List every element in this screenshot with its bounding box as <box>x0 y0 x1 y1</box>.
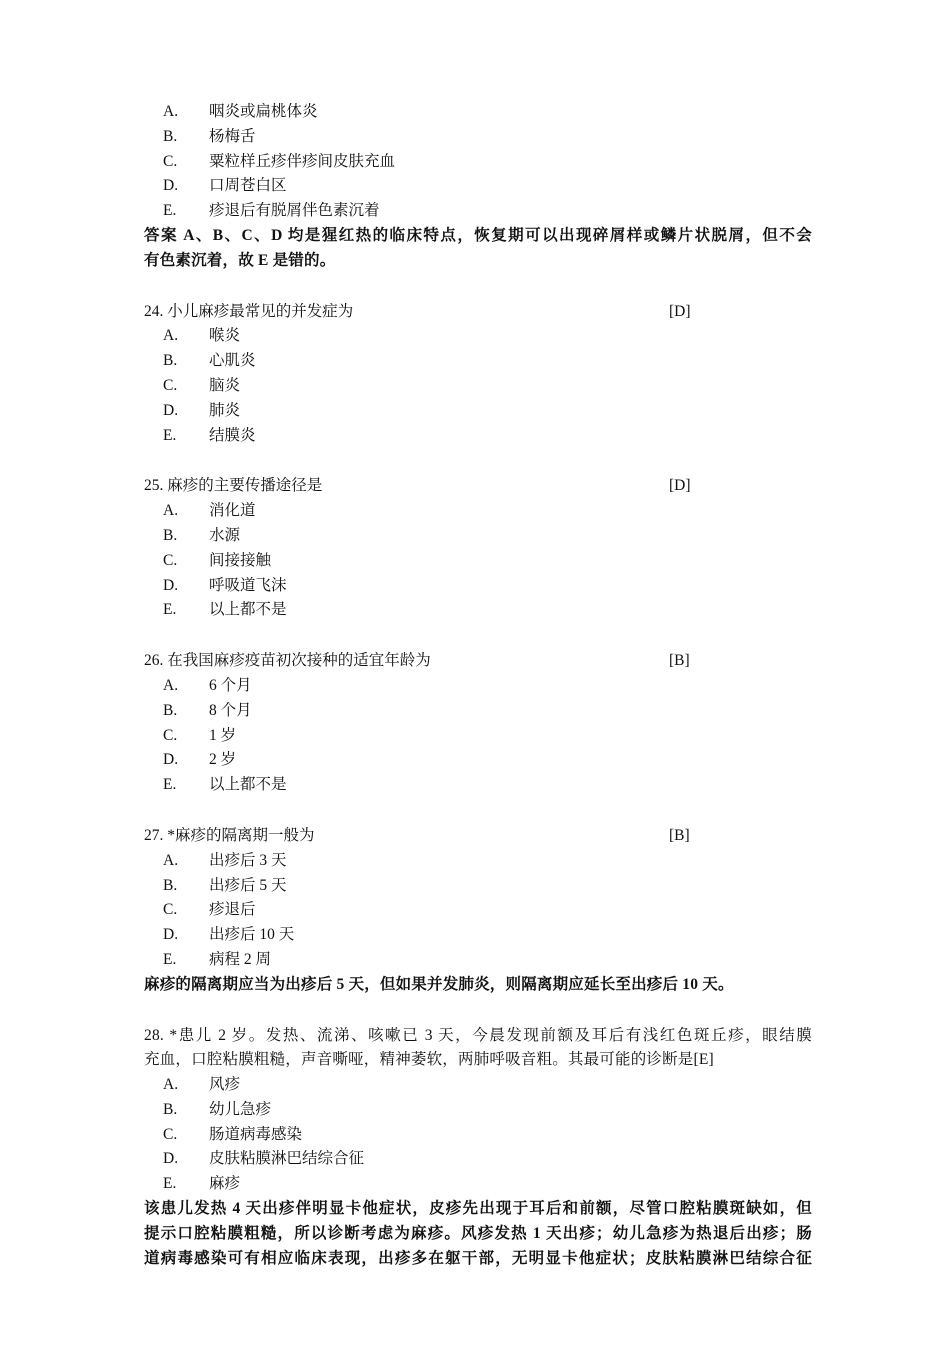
option-b <box>144 874 812 899</box>
explanation-line: 道病毒感染可有相应临床表现，出疹多在躯干部，无明显卡他症状；皮肤粘膜淋巴结综合征 <box>144 1249 812 1267</box>
option-text: 以上都不是 <box>209 601 287 619</box>
option-text: 肺炎 <box>209 401 241 419</box>
document-page <box>144 100 812 1271</box>
option-text: 8 个月 <box>209 701 252 719</box>
option-letter: C. <box>163 1125 178 1143</box>
option-letter: C. <box>163 551 178 569</box>
question-27 <box>144 824 812 998</box>
option-letter: E. <box>163 776 177 794</box>
question-line: 28. *患儿 2 岁。发热、流涕、咳嗽已 3 天，今晨发现前额及耳后有浅红色斑丘疹，眼结膜 <box>144 1026 812 1044</box>
question-text: 27. *麻疹的隔离期一般为 <box>144 826 315 844</box>
option-d <box>144 748 812 773</box>
option-letter: A. <box>163 502 179 520</box>
option-text: 喉炎 <box>209 327 241 345</box>
option-text: 以上都不是 <box>209 776 287 794</box>
option-text: 杨梅舌 <box>209 127 256 145</box>
option-text: 1 岁 <box>209 726 237 744</box>
question-text: 25. 麻疹的主要传播途径是 <box>144 477 323 495</box>
option-letter: C. <box>163 726 178 744</box>
option-text: 疹退后有脱屑伴色素沉着 <box>209 202 380 220</box>
option-c <box>144 724 812 749</box>
option-b <box>144 524 812 549</box>
question-26 <box>144 649 812 798</box>
option-d <box>144 1147 812 1172</box>
option-e <box>144 598 812 623</box>
option-text: 麻疹 <box>209 1175 241 1193</box>
question-stem <box>144 824 812 849</box>
question-23-continued <box>144 100 812 274</box>
option-text: 肠道病毒感染 <box>209 1125 303 1143</box>
option-e <box>144 773 812 798</box>
option-letter: D. <box>163 401 179 419</box>
option-c <box>144 374 812 399</box>
option-letter: A. <box>163 327 179 345</box>
answer-key: [B] <box>669 826 690 844</box>
question-stem <box>144 474 812 499</box>
option-letter: B. <box>163 701 178 719</box>
question-text: 24. 小儿麻疹最常见的并发症为 <box>144 302 354 320</box>
explanation <box>144 1197 812 1271</box>
option-text: 间接接触 <box>209 551 272 569</box>
option-letter: A. <box>163 103 179 120</box>
option-c <box>144 1123 812 1148</box>
option-text: 口周苍白区 <box>209 177 287 195</box>
option-a <box>144 674 812 699</box>
option-letter: A. <box>163 1076 179 1094</box>
option-b <box>144 125 812 150</box>
option-a <box>144 324 812 349</box>
option-text: 粟粒样丘疹伴疹间皮肤充血 <box>209 152 396 170</box>
option-text: 6 个月 <box>209 676 252 694</box>
answer-key: [D] <box>669 477 691 495</box>
option-letter: C. <box>163 376 178 394</box>
option-a <box>144 100 812 125</box>
question-stem <box>144 300 812 325</box>
option-letter: E. <box>163 202 177 220</box>
option-text: 2 岁 <box>209 751 237 769</box>
option-a <box>144 849 812 874</box>
question-stem <box>144 1024 812 1074</box>
option-text: 出疹后 10 天 <box>209 926 295 944</box>
option-letter: B. <box>163 127 178 145</box>
question-line: 充血，口腔粘膜粗糙，声音嘶哑，精神萎软，两肺呼吸音粗。其最可能的诊断是[E] <box>144 1051 714 1069</box>
option-letter: A. <box>163 676 179 694</box>
option-e <box>144 1172 812 1197</box>
option-letter: C. <box>163 901 178 919</box>
option-letter: D. <box>163 926 179 944</box>
explanation-line: 该患儿发热 4 天出疹伴明显卡他症状，皮疹先出现于耳后和前额，尽管口腔粘膜斑缺如，但 <box>144 1200 812 1218</box>
option-text: 水源 <box>209 526 241 544</box>
option-a <box>144 1073 812 1098</box>
option-d <box>144 399 812 424</box>
option-text: 出疹后 3 天 <box>209 851 287 869</box>
option-letter: D. <box>163 1150 179 1168</box>
option-text: 风疹 <box>209 1076 241 1094</box>
answer-key: [D] <box>669 302 691 320</box>
explanation-line: 答案 A、B、C、D 均是猩红热的临床特点，恢复期可以出现碎屑样或鳞片状脱屑，但不会 <box>144 226 812 244</box>
option-letter: C. <box>163 152 178 170</box>
option-letter: B. <box>163 1100 178 1118</box>
option-text: 结膜炎 <box>209 426 256 444</box>
option-letter: B. <box>163 526 178 544</box>
option-text: 消化道 <box>209 502 256 520</box>
option-letter: E. <box>163 426 177 444</box>
option-e <box>144 948 812 973</box>
option-c <box>144 150 812 175</box>
option-letter: B. <box>163 876 178 894</box>
option-letter: E. <box>163 1175 177 1193</box>
explanation-line: 有色素沉着，故 E 是错的。 <box>144 251 336 269</box>
option-e <box>144 199 812 224</box>
option-c <box>144 549 812 574</box>
question-24 <box>144 300 812 449</box>
option-text: 心肌炎 <box>209 352 256 370</box>
question-text: 26. 在我国麻疹疫苗初次接种的适宜年龄为 <box>144 652 431 670</box>
option-text: 幼儿急疹 <box>209 1100 272 1118</box>
option-e <box>144 424 812 449</box>
option-letter: E. <box>163 950 177 968</box>
option-text: 皮肤粘膜淋巴结综合征 <box>209 1150 365 1168</box>
option-text: 咽炎或扁桃体炎 <box>209 103 318 120</box>
option-letter: A. <box>163 851 179 869</box>
option-b <box>144 1098 812 1123</box>
option-text: 疹退后 <box>209 901 256 919</box>
question-25 <box>144 474 812 623</box>
option-a <box>144 499 812 524</box>
option-d <box>144 574 812 599</box>
option-b <box>144 349 812 374</box>
option-text: 病程 2 周 <box>209 950 272 968</box>
option-letter: B. <box>163 352 178 370</box>
option-text: 出疹后 5 天 <box>209 876 287 894</box>
option-letter: E. <box>163 601 177 619</box>
explanation-line: 麻疹的隔离期应当为出疹后 5 天，但如果并发肺炎，则隔离期应延长至出疹后 10 天。 <box>144 975 734 993</box>
option-c <box>144 898 812 923</box>
answer-key: [B] <box>669 652 690 670</box>
option-text: 呼吸道飞沫 <box>209 576 287 594</box>
explanation <box>144 973 812 998</box>
option-b <box>144 699 812 724</box>
option-d <box>144 923 812 948</box>
option-letter: D. <box>163 177 179 195</box>
option-text: 脑炎 <box>209 376 241 394</box>
question-28 <box>144 1024 812 1272</box>
explanation <box>144 224 812 274</box>
option-letter: D. <box>163 576 179 594</box>
explanation-line: 提示口腔粘膜粗糙，所以诊断考虑为麻疹。风疹发热 1 天出疹；幼儿急疹为热退后出疹；肠 <box>144 1224 812 1242</box>
option-letter: D. <box>163 751 179 769</box>
question-stem <box>144 649 812 674</box>
option-d <box>144 174 812 199</box>
